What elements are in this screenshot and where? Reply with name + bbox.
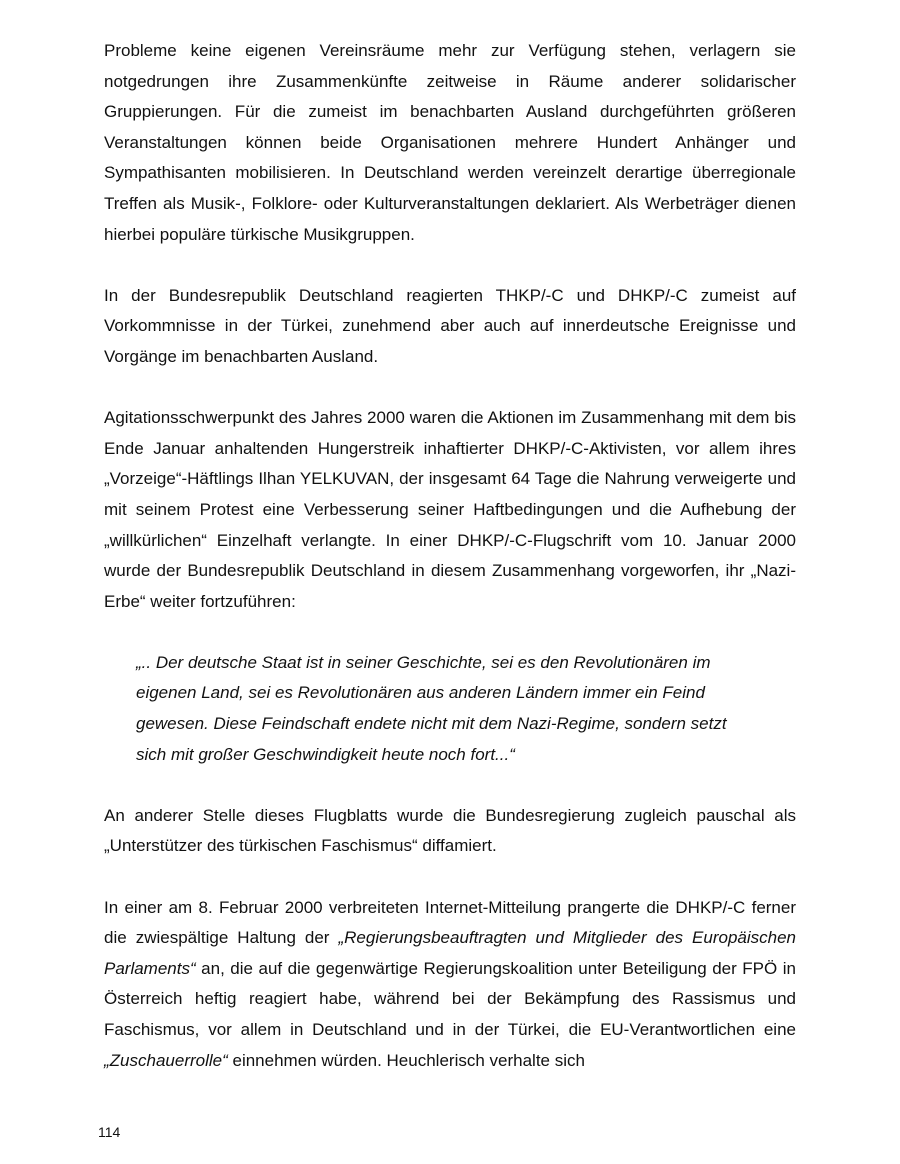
paragraph-2: In der Bundesrepublik Deutschland reagierten THKP/-C und DHKP/-C zumeist auf Vorkommnisse in der Türkei, zunehmend aber auch auf innerdeutsche Ereignisse und Vorgänge im benachbarten Ausland. [104,285,796,366]
document-page [104,36,796,1076]
paragraph-3: Agitationsschwerpunkt des Jahres 2000 waren die Aktionen im Zusammenhang mit dem bis Ende Januar anhaltenden Hungerstreik inhaftierter DHKP/-C-Aktivisten, vor allem ihres „Vorzeige“-Häftlings Ilhan YELKUVAN, der insgesamt 64 Tage die Nahrung verweigerte und mit seinem Protest eine Verbesserung seiner Haftbedingungen und die Aufhebung der „willkürlichen“ Einzelhaft verlangte. In einer DHKP/-C-Flugschrift vom 10. Januar 2000 wurde der Bundesrepublik Deutschland in diesem Zusammenhang vorgeworfen, ihr „Nazi-Erbe“ weiter fortzuführen: [104,408,796,611]
paragraph-5-text-1: In einer am 8. Februar 2000 verbreiteten Internet-Mitteilung prangerte die DHKP/-C ferner die zwiespältige Haltung der [104,897,796,948]
paragraph-5-italic-2: „Zuschauerrolle“ [104,1050,228,1070]
paragraph-5-italic-1: „Regierungsbeauftragten und Mitglieder des Europäischen Parlaments“ [104,928,796,978]
paragraph-1: Probleme keine eigenen Vereinsräume mehr zur Verfügung stehen, verlagern sie notgedrungen ihre Zusammenkünfte zeitweise in Räume anderer solidarischer Gruppierungen. Für die zumeist im benachbarten Ausland durchgeführten größeren Veranstaltungen können beide Organisationen mehrere Hundert Anhänger und Sympathisanten mobilisieren. In Deutschland werden vereinzelt derartige überregionale Treffen als Musik-, Folklore- oder Kulturveranstaltungen deklariert. Als Werbeträger dienen hierbei populäre türkische Musikgruppen. [104,41,796,244]
paragraph-5-text-3: einnehmen würden. Heuchlerisch verhalte sich [227,1050,585,1070]
paragraph-5-text-2: an, die auf die gegenwärtige Regierungskoalition unter Beteiligung der FPÖ in Österreich heftig reagiert habe, während bei der Bekämpfung des Rassismus und Faschismus, vor allem in Deutschland und in der Türkei, die EU-Verantwortlichen eine [104,958,796,1039]
block-quote: „.. Der deutsche Staat ist in seiner Geschichte, sei es den Revolutionären im eigenen Land, sei es Revolutionären aus anderen Ländern immer ein Feind gewesen. Diese Feindschaft endete nicht mit dem Nazi-Regime, sondern setzt sich mit großer Geschwindigkeit heute noch fort...“ [136,652,727,764]
paragraph-5 [104,893,796,1077]
page-number: 114 [98,1124,121,1140]
paragraph-4: An anderer Stelle dieses Flugblatts wurde die Bundesregierung zugleich pauschal als „Unterstützer des türkischen Faschismus“ diffamiert. [104,805,796,856]
